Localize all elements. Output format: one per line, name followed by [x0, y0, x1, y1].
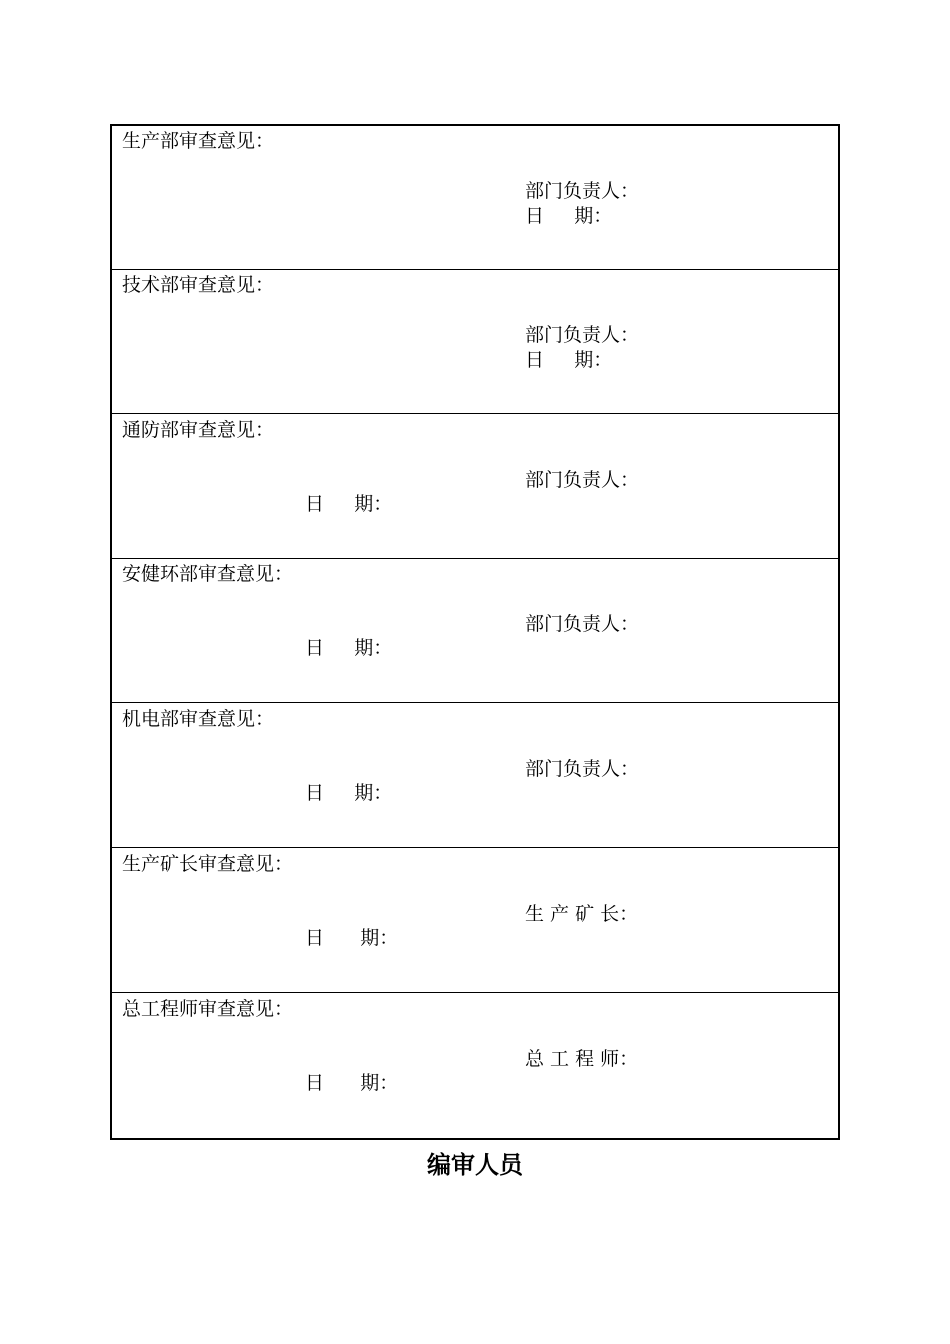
chief-engineer-review-section — [112, 994, 838, 1140]
date-label: 日 期： — [305, 927, 399, 949]
mine-manager-label: 生 产 矿 长： — [525, 903, 639, 925]
ventilation-dept-review-section — [112, 415, 838, 559]
date-label: 日 期： — [305, 637, 393, 659]
section-title: 机电部审查意见： — [122, 708, 275, 730]
dept-head-label: 部门负责人： — [525, 469, 640, 491]
section-title: 生产部审查意见： — [122, 130, 275, 152]
production-mine-manager-review-section — [112, 849, 838, 993]
date-label: 日 期： — [305, 493, 393, 515]
dept-head-label: 部门负责人： — [525, 758, 640, 780]
date-label: 日 期： — [305, 782, 393, 804]
dept-head-label: 部门负责人： — [525, 613, 640, 635]
date-label: 日 期： — [305, 1072, 399, 1094]
dept-head-label: 部门负责人： — [525, 180, 640, 202]
section-title: 通防部审查意见： — [122, 419, 275, 441]
chief-engineer-label: 总 工 程 师： — [525, 1048, 639, 1070]
production-dept-review-section — [112, 126, 838, 270]
section-title: 安健环部审查意见： — [122, 563, 294, 585]
electromechanical-dept-review-section — [112, 704, 838, 848]
safety-health-env-dept-review-section — [112, 559, 838, 703]
compilers-heading: 编审人员 — [427, 1151, 523, 1179]
review-opinion-form — [110, 124, 840, 1140]
date-label: 日 期： — [525, 349, 613, 371]
date-label: 日 期： — [525, 205, 613, 227]
section-title: 总工程师审查意见： — [122, 998, 294, 1020]
section-title: 生产矿长审查意见： — [122, 853, 294, 875]
dept-head-label: 部门负责人： — [525, 324, 640, 346]
section-title: 技术部审查意见： — [122, 274, 275, 296]
technical-dept-review-section — [112, 270, 838, 414]
